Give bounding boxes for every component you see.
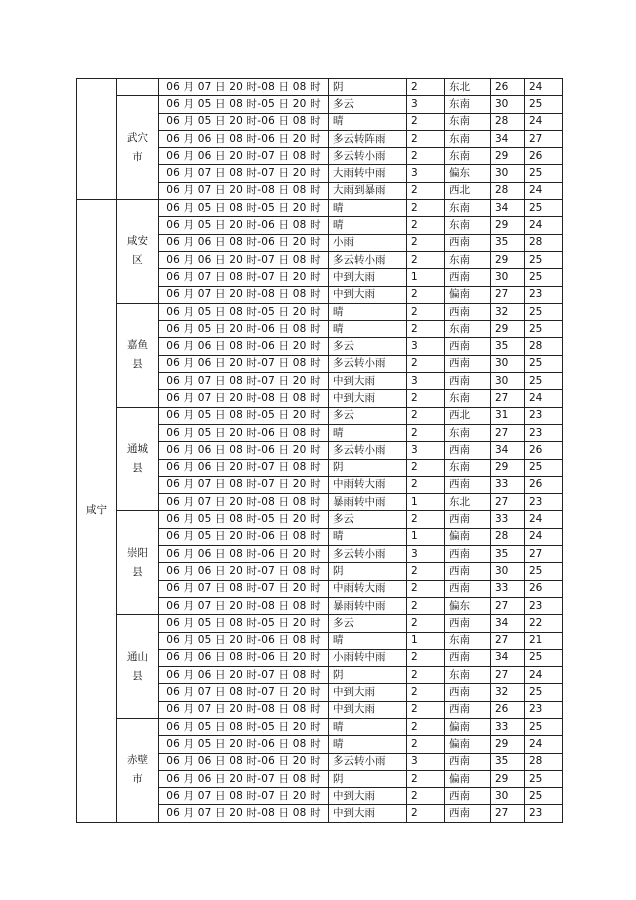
- county-name: 嘉鱼县: [127, 339, 148, 371]
- weather-cell: 中到大雨: [329, 390, 407, 407]
- weather-cell: 中雨转大雨: [329, 580, 407, 597]
- wind-level-cell: 3: [407, 373, 445, 390]
- wind-level-cell: 2: [407, 459, 445, 476]
- temp-high-cell: 30: [491, 373, 525, 390]
- wind-direction-cell: 西南: [445, 269, 491, 286]
- weather-cell: 中到大雨: [329, 805, 407, 822]
- time-cell: 06 月 07 日 20 时-08 日 08 时: [159, 494, 329, 511]
- wind-direction-cell: 东南: [445, 424, 491, 441]
- weather-cell: 多云转小雨: [329, 442, 407, 459]
- time-cell: 06 月 05 日 20 时-06 日 08 时: [159, 113, 329, 130]
- time-cell: 06 月 05 日 20 时-06 日 08 时: [159, 528, 329, 545]
- weather-cell: 多云转小雨: [329, 251, 407, 268]
- wind-direction-cell: 东南: [445, 251, 491, 268]
- wind-direction-cell: 西南: [445, 684, 491, 701]
- wind-direction-cell: 东北: [445, 494, 491, 511]
- temp-low-cell: 25: [525, 563, 563, 580]
- time-cell: 06 月 06 日 20 时-07 日 08 时: [159, 459, 329, 476]
- wind-direction-cell: 西北: [445, 407, 491, 424]
- temp-low-cell: 25: [525, 770, 563, 787]
- wind-direction-cell: 偏东: [445, 165, 491, 182]
- weather-cell: 晴: [329, 736, 407, 753]
- wind-level-cell: 1: [407, 632, 445, 649]
- time-cell: 06 月 06 日 20 时-07 日 08 时: [159, 355, 329, 372]
- temp-low-cell: 26: [525, 442, 563, 459]
- wind-level-cell: 2: [407, 511, 445, 528]
- time-cell: 06 月 05 日 20 时-06 日 08 时: [159, 321, 329, 338]
- weather-cell: 中到大雨: [329, 373, 407, 390]
- time-cell: 06 月 05 日 08 时-05 日 20 时: [159, 303, 329, 320]
- time-cell: 06 月 05 日 20 时-06 日 08 时: [159, 424, 329, 441]
- temp-high-cell: 33: [491, 718, 525, 735]
- temp-low-cell: 24: [525, 217, 563, 234]
- county-cell: [117, 303, 159, 407]
- time-cell: 06 月 07 日 20 时-08 日 08 时: [159, 79, 329, 96]
- temp-high-cell: 34: [491, 200, 525, 217]
- temp-high-cell: 35: [491, 753, 525, 770]
- temp-low-cell: 25: [525, 459, 563, 476]
- temp-low-cell: 23: [525, 407, 563, 424]
- time-cell: 06 月 05 日 08 时-05 日 20 时: [159, 615, 329, 632]
- temp-low-cell: 24: [525, 182, 563, 199]
- wind-level-cell: 2: [407, 200, 445, 217]
- time-cell: 06 月 05 日 20 时-06 日 08 时: [159, 217, 329, 234]
- temp-low-cell: 24: [525, 390, 563, 407]
- temp-high-cell: 27: [491, 286, 525, 303]
- wind-level-cell: 2: [407, 234, 445, 251]
- weather-cell: 阴: [329, 667, 407, 684]
- table-row: [77, 511, 563, 528]
- wind-direction-cell: 东南: [445, 148, 491, 165]
- weather-cell: 晴: [329, 528, 407, 545]
- temp-high-cell: 30: [491, 165, 525, 182]
- forecast-table-body: [77, 79, 563, 823]
- temp-high-cell: 34: [491, 615, 525, 632]
- time-cell: 06 月 06 日 08 时-06 日 20 时: [159, 130, 329, 147]
- temp-low-cell: 24: [525, 511, 563, 528]
- wind-direction-cell: 东南: [445, 459, 491, 476]
- temp-high-cell: 34: [491, 649, 525, 666]
- wind-level-cell: 2: [407, 476, 445, 493]
- table-row: [77, 200, 563, 217]
- time-cell: 06 月 05 日 20 时-06 日 08 时: [159, 632, 329, 649]
- time-cell: 06 月 05 日 08 时-05 日 20 时: [159, 96, 329, 113]
- wind-level-cell: 3: [407, 753, 445, 770]
- temp-high-cell: 29: [491, 251, 525, 268]
- temp-high-cell: 27: [491, 805, 525, 822]
- wind-direction-cell: 西南: [445, 615, 491, 632]
- temp-high-cell: 30: [491, 96, 525, 113]
- weather-cell: 阴: [329, 563, 407, 580]
- temp-low-cell: 28: [525, 338, 563, 355]
- time-cell: 06 月 05 日 08 时-05 日 20 时: [159, 718, 329, 735]
- time-cell: 06 月 05 日 08 时-05 日 20 时: [159, 200, 329, 217]
- temp-low-cell: 23: [525, 424, 563, 441]
- wind-direction-cell: 西南: [445, 563, 491, 580]
- temp-low-cell: 25: [525, 718, 563, 735]
- temp-high-cell: 28: [491, 528, 525, 545]
- time-cell: 06 月 05 日 08 时-05 日 20 时: [159, 407, 329, 424]
- wind-direction-cell: 西北: [445, 182, 491, 199]
- weather-cell: 多云转小雨: [329, 148, 407, 165]
- time-cell: 06 月 06 日 20 时-07 日 08 时: [159, 251, 329, 268]
- county-cell: [117, 407, 159, 511]
- temp-low-cell: 26: [525, 476, 563, 493]
- weather-cell: 中雨转大雨: [329, 476, 407, 493]
- table-row: [77, 407, 563, 424]
- temp-high-cell: 30: [491, 355, 525, 372]
- temp-low-cell: 24: [525, 113, 563, 130]
- temp-low-cell: 23: [525, 701, 563, 718]
- temp-low-cell: 26: [525, 148, 563, 165]
- temp-low-cell: 25: [525, 165, 563, 182]
- weather-cell: 大雨转中雨: [329, 165, 407, 182]
- temp-low-cell: 25: [525, 303, 563, 320]
- wind-level-cell: 2: [407, 701, 445, 718]
- wind-level-cell: 2: [407, 79, 445, 96]
- weather-cell: 暴雨转中雨: [329, 597, 407, 614]
- temp-high-cell: 30: [491, 563, 525, 580]
- time-cell: 06 月 07 日 20 时-08 日 08 时: [159, 805, 329, 822]
- county-name: 通山县: [127, 650, 148, 682]
- weather-cell: 中到大雨: [329, 701, 407, 718]
- temp-low-cell: 23: [525, 597, 563, 614]
- time-cell: 06 月 07 日 08 时-07 日 20 时: [159, 580, 329, 597]
- temp-high-cell: 27: [491, 494, 525, 511]
- wind-direction-cell: 偏南: [445, 286, 491, 303]
- wind-direction-cell: 偏南: [445, 528, 491, 545]
- weather-cell: 多云转阵雨: [329, 130, 407, 147]
- wind-direction-cell: 东南: [445, 321, 491, 338]
- wind-direction-cell: 偏东: [445, 597, 491, 614]
- wind-level-cell: 2: [407, 649, 445, 666]
- weather-cell: 小雨: [329, 234, 407, 251]
- temp-low-cell: 24: [525, 736, 563, 753]
- temp-low-cell: 22: [525, 615, 563, 632]
- temp-high-cell: 34: [491, 442, 525, 459]
- temp-low-cell: 25: [525, 251, 563, 268]
- forecast-table: [76, 78, 563, 823]
- time-cell: 06 月 06 日 08 时-06 日 20 时: [159, 753, 329, 770]
- wind-level-cell: 1: [407, 528, 445, 545]
- temp-high-cell: 27: [491, 667, 525, 684]
- time-cell: 06 月 07 日 08 时-07 日 20 时: [159, 165, 329, 182]
- temp-low-cell: 21: [525, 632, 563, 649]
- weather-cell: 中到大雨: [329, 269, 407, 286]
- time-cell: 06 月 07 日 20 时-08 日 08 时: [159, 701, 329, 718]
- temp-low-cell: 28: [525, 753, 563, 770]
- wind-direction-cell: 西南: [445, 442, 491, 459]
- weather-cell: 晴: [329, 217, 407, 234]
- wind-direction-cell: 西南: [445, 546, 491, 563]
- time-cell: 06 月 07 日 08 时-07 日 20 时: [159, 373, 329, 390]
- county-cell: [117, 79, 159, 96]
- county-name: 武穴市: [127, 131, 148, 163]
- time-cell: 06 月 07 日 08 时-07 日 20 时: [159, 476, 329, 493]
- wind-level-cell: 2: [407, 615, 445, 632]
- wind-level-cell: 1: [407, 494, 445, 511]
- wind-level-cell: 3: [407, 546, 445, 563]
- wind-level-cell: 2: [407, 251, 445, 268]
- county-cell: [117, 96, 159, 200]
- wind-direction-cell: 东南: [445, 113, 491, 130]
- weather-cell: 小雨转中雨: [329, 649, 407, 666]
- county-cell: [117, 511, 159, 615]
- county-name: 崇阳县: [127, 546, 148, 578]
- weather-cell: 晴: [329, 718, 407, 735]
- temp-high-cell: 30: [491, 788, 525, 805]
- weather-cell: 阴: [329, 770, 407, 787]
- wind-level-cell: 2: [407, 424, 445, 441]
- time-cell: 06 月 06 日 20 时-07 日 08 时: [159, 148, 329, 165]
- wind-direction-cell: 西南: [445, 753, 491, 770]
- temp-high-cell: 33: [491, 511, 525, 528]
- table-row: [77, 79, 563, 96]
- wind-direction-cell: 东南: [445, 217, 491, 234]
- temp-high-cell: 35: [491, 546, 525, 563]
- temp-high-cell: 26: [491, 79, 525, 96]
- county-name: 赤壁市: [127, 754, 148, 786]
- weather-cell: 多云转小雨: [329, 355, 407, 372]
- wind-level-cell: 2: [407, 113, 445, 130]
- table-row: [77, 615, 563, 632]
- county-cell: [117, 718, 159, 822]
- county-name: 咸安区: [127, 235, 148, 267]
- weather-cell: 晴: [329, 303, 407, 320]
- weather-cell: 中到大雨: [329, 684, 407, 701]
- temp-low-cell: 25: [525, 96, 563, 113]
- time-cell: 06 月 05 日 08 时-05 日 20 时: [159, 511, 329, 528]
- county-cell: [117, 200, 159, 304]
- time-cell: 06 月 07 日 08 时-07 日 20 时: [159, 269, 329, 286]
- weather-cell: 晴: [329, 113, 407, 130]
- table-row: [77, 718, 563, 735]
- temp-low-cell: 24: [525, 667, 563, 684]
- temp-high-cell: 29: [491, 148, 525, 165]
- temp-high-cell: 29: [491, 321, 525, 338]
- temp-low-cell: 27: [525, 130, 563, 147]
- city-cell: [77, 79, 117, 200]
- time-cell: 06 月 06 日 20 时-07 日 08 时: [159, 667, 329, 684]
- wind-level-cell: 2: [407, 788, 445, 805]
- wind-level-cell: 2: [407, 736, 445, 753]
- wind-level-cell: 2: [407, 718, 445, 735]
- time-cell: 06 月 07 日 20 时-08 日 08 时: [159, 286, 329, 303]
- wind-level-cell: 2: [407, 805, 445, 822]
- temp-high-cell: 32: [491, 684, 525, 701]
- wind-direction-cell: 西南: [445, 805, 491, 822]
- wind-level-cell: 3: [407, 338, 445, 355]
- weather-cell: 多云: [329, 96, 407, 113]
- weather-cell: 阴: [329, 79, 407, 96]
- temp-low-cell: 25: [525, 355, 563, 372]
- weather-cell: 中到大雨: [329, 286, 407, 303]
- temp-low-cell: 25: [525, 649, 563, 666]
- weather-cell: 多云: [329, 615, 407, 632]
- weather-cell: 晴: [329, 632, 407, 649]
- weather-cell: 晴: [329, 424, 407, 441]
- wind-level-cell: 2: [407, 321, 445, 338]
- weather-cell: 大雨到暴雨: [329, 182, 407, 199]
- wind-level-cell: 2: [407, 217, 445, 234]
- temp-low-cell: 28: [525, 234, 563, 251]
- wind-direction-cell: 西南: [445, 355, 491, 372]
- temp-low-cell: 25: [525, 788, 563, 805]
- temp-low-cell: 25: [525, 373, 563, 390]
- temp-low-cell: 24: [525, 528, 563, 545]
- table-row: [77, 303, 563, 320]
- temp-high-cell: 34: [491, 130, 525, 147]
- temp-high-cell: 33: [491, 476, 525, 493]
- temp-high-cell: 35: [491, 234, 525, 251]
- time-cell: 06 月 07 日 20 时-08 日 08 时: [159, 597, 329, 614]
- weather-cell: 多云: [329, 511, 407, 528]
- weather-cell: 暴雨转中雨: [329, 494, 407, 511]
- temp-high-cell: 26: [491, 701, 525, 718]
- wind-direction-cell: 东南: [445, 390, 491, 407]
- wind-direction-cell: 东南: [445, 96, 491, 113]
- wind-level-cell: 2: [407, 684, 445, 701]
- weather-cell: 多云转小雨: [329, 753, 407, 770]
- wind-direction-cell: 偏南: [445, 736, 491, 753]
- time-cell: 06 月 06 日 08 时-06 日 20 时: [159, 546, 329, 563]
- wind-level-cell: 2: [407, 355, 445, 372]
- temp-low-cell: 25: [525, 321, 563, 338]
- weather-cell: 晴: [329, 200, 407, 217]
- temp-high-cell: 28: [491, 182, 525, 199]
- weather-cell: 晴: [329, 321, 407, 338]
- wind-level-cell: 2: [407, 286, 445, 303]
- wind-level-cell: 2: [407, 597, 445, 614]
- wind-direction-cell: 西南: [445, 476, 491, 493]
- wind-direction-cell: 西南: [445, 580, 491, 597]
- temp-high-cell: 29: [491, 217, 525, 234]
- wind-level-cell: 2: [407, 563, 445, 580]
- weather-cell: 多云: [329, 338, 407, 355]
- weather-cell: 中到大雨: [329, 788, 407, 805]
- weather-cell: 多云: [329, 407, 407, 424]
- city-cell: 咸宁: [77, 200, 117, 823]
- temp-low-cell: 25: [525, 200, 563, 217]
- time-cell: 06 月 07 日 20 时-08 日 08 时: [159, 390, 329, 407]
- county-name: 通城县: [127, 443, 148, 475]
- time-cell: 06 月 07 日 08 时-07 日 20 时: [159, 684, 329, 701]
- temp-low-cell: 25: [525, 269, 563, 286]
- wind-level-cell: 2: [407, 303, 445, 320]
- temp-high-cell: 27: [491, 597, 525, 614]
- temp-high-cell: 29: [491, 736, 525, 753]
- wind-level-cell: 1: [407, 269, 445, 286]
- temp-low-cell: 23: [525, 494, 563, 511]
- temp-high-cell: 33: [491, 580, 525, 597]
- temp-high-cell: 32: [491, 303, 525, 320]
- wind-direction-cell: 东南: [445, 667, 491, 684]
- wind-direction-cell: 东南: [445, 200, 491, 217]
- wind-level-cell: 2: [407, 390, 445, 407]
- wind-level-cell: 2: [407, 407, 445, 424]
- time-cell: 06 月 06 日 08 时-06 日 20 时: [159, 234, 329, 251]
- time-cell: 06 月 07 日 08 时-07 日 20 时: [159, 788, 329, 805]
- wind-direction-cell: 偏南: [445, 770, 491, 787]
- temp-high-cell: 27: [491, 390, 525, 407]
- county-cell: [117, 615, 159, 719]
- time-cell: 06 月 06 日 20 时-07 日 08 时: [159, 770, 329, 787]
- time-cell: 06 月 06 日 20 时-07 日 08 时: [159, 563, 329, 580]
- temp-low-cell: 24: [525, 79, 563, 96]
- wind-level-cell: 2: [407, 667, 445, 684]
- temp-high-cell: 29: [491, 770, 525, 787]
- time-cell: 06 月 07 日 20 时-08 日 08 时: [159, 182, 329, 199]
- wind-direction-cell: 西南: [445, 788, 491, 805]
- time-cell: 06 月 06 日 08 时-06 日 20 时: [159, 442, 329, 459]
- temp-high-cell: 35: [491, 338, 525, 355]
- wind-direction-cell: 西南: [445, 234, 491, 251]
- wind-direction-cell: 西南: [445, 649, 491, 666]
- wind-direction-cell: 西南: [445, 511, 491, 528]
- temp-high-cell: 29: [491, 459, 525, 476]
- weather-cell: 阴: [329, 459, 407, 476]
- temp-low-cell: 23: [525, 286, 563, 303]
- temp-low-cell: 26: [525, 580, 563, 597]
- wind-direction-cell: 东南: [445, 632, 491, 649]
- temp-high-cell: 27: [491, 424, 525, 441]
- wind-level-cell: 2: [407, 130, 445, 147]
- time-cell: 06 月 06 日 08 时-06 日 20 时: [159, 338, 329, 355]
- weather-cell: 多云转小雨: [329, 546, 407, 563]
- wind-level-cell: 3: [407, 165, 445, 182]
- temp-high-cell: 28: [491, 113, 525, 130]
- wind-level-cell: 3: [407, 96, 445, 113]
- temp-low-cell: 27: [525, 546, 563, 563]
- wind-direction-cell: 西南: [445, 701, 491, 718]
- temp-low-cell: 25: [525, 684, 563, 701]
- table-row: [77, 96, 563, 113]
- wind-direction-cell: 东北: [445, 79, 491, 96]
- temp-high-cell: 27: [491, 632, 525, 649]
- time-cell: 06 月 06 日 08 时-06 日 20 时: [159, 649, 329, 666]
- wind-direction-cell: 东南: [445, 130, 491, 147]
- wind-level-cell: 3: [407, 442, 445, 459]
- temp-low-cell: 23: [525, 805, 563, 822]
- wind-level-cell: 2: [407, 580, 445, 597]
- wind-level-cell: 2: [407, 182, 445, 199]
- wind-level-cell: 2: [407, 148, 445, 165]
- temp-high-cell: 30: [491, 269, 525, 286]
- wind-direction-cell: 偏南: [445, 718, 491, 735]
- time-cell: 06 月 05 日 20 时-06 日 08 时: [159, 736, 329, 753]
- wind-direction-cell: 西南: [445, 338, 491, 355]
- temp-high-cell: 31: [491, 407, 525, 424]
- wind-level-cell: 2: [407, 770, 445, 787]
- wind-direction-cell: 西南: [445, 303, 491, 320]
- wind-direction-cell: 西南: [445, 373, 491, 390]
